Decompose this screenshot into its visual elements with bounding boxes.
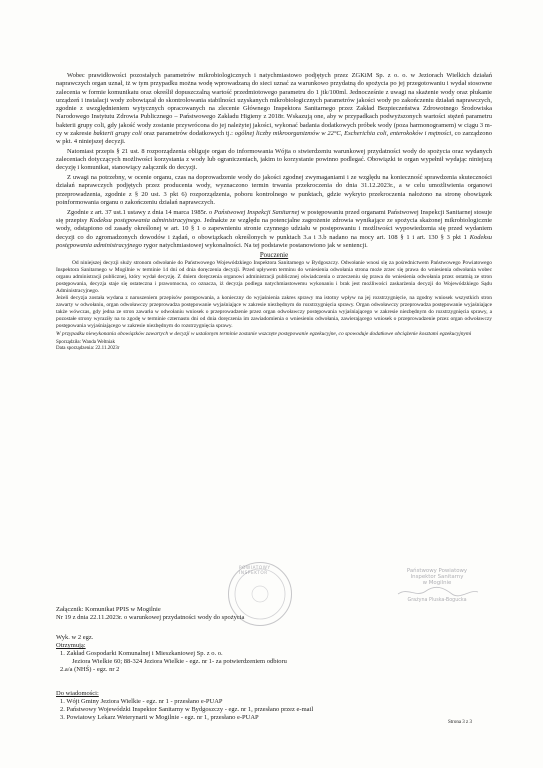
- stamp-line-1: Państwowy Powiatowy: [406, 568, 468, 574]
- recipient-2: 2.a/a (NHŚ) - egz. nr 2: [60, 666, 120, 673]
- notice-item: 1. Wójt Gminy Jeziora Wielkie - egz. nr 1 - przesłano e-PUAP: [60, 698, 223, 705]
- p1-italic-2: ogólnej liczby mikroorganizmów w 22°C, Escherichia coli, enterokoków i mętności,: [234, 129, 453, 137]
- recipients-heading: Otrzymują:: [56, 642, 86, 649]
- paragraph-1: [56, 72, 492, 146]
- notice-item: 2. Państwowy Wojewódzki Inspektor Sanitarny w Bydgoszczy - egz. nr 1, przesłano przez e-mail: [60, 706, 314, 713]
- stamp-line-3: w Mogilnie: [422, 580, 452, 586]
- p4-italic-1: Państwowej Inspekcji Sanitarnej: [214, 208, 300, 216]
- prepared-by: Sporządziła: Wanda Weltniak: [56, 339, 115, 345]
- notice-item: 3. Powiatowy Lekarz Weterynarii w Mogilnie - egz. nr 1, przesłano e-PUAP: [60, 714, 259, 721]
- p4-italic-2: Kodeksu postępowania administracyjnego.: [89, 217, 202, 225]
- instruction-enforcement-note: W przypadku niewykonania obowiązków zawartych w decyzji w ustalonym terminie zostanie wszczęte postępowanie egzekucyjne, co spowoduje dodatkowe obciążenie kosztami egzekucyjnymi: [56, 330, 472, 337]
- signature-icon: [392, 586, 482, 598]
- p1-text: Wobec prawidłowości pozostałych parametrów mikrobiologicznych i natychmiastowo podjętych przez ZGKiM Sp. z o. o. w Jeziorach Wielkich działań naprawczych organ uznał, iż w tym przypadku można wodę wprowadzaną do sieci uznać za warunkowo przydatną do spożycia po jej przegotowaniu i wydał stosowne zalecenia w formie komunikatu oraz określił dopuszczalną wartość przedmiotowego parametru do 1 jtk/100ml. Jednocześnie z uwagi na skażenie wody oraz płukanie urządzeń i instalacji wody zobowiązał do skontrolowania stabilności uzyskanych mikrobiologicznych parametrów jakości wody po zakończeniu działań naprawczych, zgodnie z uwzględnieniem wytycznych opracowanych na zlecenie Głównego Inspektora Sanitarnego przez Zakład Bezpieczeństwa Zdrowotnego Środowiska Narodowego Instytutu Zdrowia Publicznego – Państwowego Zakładu Higieny z 2018r. Wskazują one, aby w przypadkach podwyższonych wartości stężeń parametru bakterii grupy coli, gdy jakość wody zostanie przywrócona do jej należytej jakości, wykonać badania dodatkowych próbek wody (poza harmonogramem) w ciągu 3 m-cy w zakresie: [56, 72, 492, 137]
- page-number: Strona 3 z 3: [448, 720, 473, 725]
- signature-stamp: [382, 568, 492, 603]
- notice-block: [56, 690, 476, 722]
- attachment-block: [56, 606, 356, 622]
- instruction-heading: Pouczenie: [259, 252, 289, 260]
- date-prepared: Data sporządzenia: 22.11.2023r: [56, 345, 120, 351]
- recipient-1a: 1. Zakład Gospodarki Komunalnej i Mieszkaniowej Sp. z o. o.: [60, 650, 223, 657]
- p4-d: rygor natychmiastowej wykonalności. Na tej podstawie postanowiono jak w sentencji.: [143, 241, 368, 249]
- recipient-1b: Jeziora Wielkie 60; 88-324 Jeziora Wielkie - egz. nr 1- za potwierdzeniem odbioru: [72, 658, 287, 665]
- instruction-text-1: Od niniejszej decyzji służy stronom odwołanie do Państwowego Wojewódzkiego Inspektora Sanitarnego w Bydgoszczy. Odwołanie wnosi się za pośrednictwem Państwowego Powiatowego Inspektora Sanitarnego w Mogilnie w terminie 14 dni od dnia doręczenia decyzji. Przed upływem terminu do wniesienia odwołania strona może zrzec się prawa do wniesienia odwołania wobec organu administracji publicznej, który wydał decyzję. Z dniem doręczenia organowi administracji publicznej oświadczenia o zrzeczeniu się prawa do wniesienia odwołania przez ostatnią ze stron postępowania, decyzja staje się ostateczna i prawomocna, co oznacza, iż decyzja podlega natychmiastowemu wykonaniu i brak jest możliwości zaskarżenia decyzji do Wojewódzkiego Sądu Administracyjnego.: [56, 260, 492, 295]
- notice-heading: Do wiadomości:: [56, 690, 99, 697]
- attachment-line-2: Nr 19 z dnia 22.11.2023r. o warunkowej przydatności wody do spożycia: [56, 614, 245, 621]
- p4-c: Jednakże ze względu na potencjalne zagrożenie zdrowia wynikające ze spożycia skażonej mikrobiologicznie wody, odstąpiono od zasady określonej w art. 10 § 1 o zapewnieniu stronie czynnego udziału w postępowaniu i możliwości wypowiedzenia się przed wydaniem decyzji co do zgromadzonych dowodów i żądań, o obowiązkach określonych w punktach 3.a i 3.b nadano na mocy art. 108 § 1 i art. 130 § 3 pkt 1: [56, 217, 492, 241]
- paragraph-3: Z uwagi na potrzebny, w ocenie organu, czas na doprowadzenie wody do jakości zgodnej zwymaganiami i ze względu na konieczność sprawdzenia skuteczności działań naprawczych podjętych przez producenta wody, wyznaczono termin trwania przekroczenia do dnia 31.12.2023r., a w celu umożliwienia organowi przeprowadzenia, zgodnie z § 20 ust. 3 pkt 6) rozporządzenia, poboru kontrolnego w punktach, gdzie wykryto przekroczenia nałożono na stronę obowiązek poinformowania organu o zakończeniu działań naprawczych.: [56, 174, 492, 206]
- attachment-line-1: Załącznik: Komunikat PPIS w Mogilnie: [56, 606, 161, 613]
- justification-section: [56, 72, 492, 352]
- p4-a: Zgodnie z art. 37 ust.1 ustawy z dnia 14 marca 1985r. o: [67, 208, 213, 216]
- p4-b: w postępowaniu przed organami Państwowej Inspekcji Sanitarnej stosuje się przepisy: [56, 208, 493, 225]
- stamp-left-text: POWIATOWY INSPEKTOR: [239, 565, 271, 575]
- p1-mid: oraz parametrów dodatkowych tj.:: [143, 129, 233, 137]
- copies-count: Wyk. w 2 egz.: [56, 634, 94, 641]
- instruction-text-2: Jeżeli decyzja została wydana z naruszeniem przepisów postępowania, a konieczny do wyjaśnienia zakres sprawy ma istotny wpływ na jej rozstrzygnięcie, na zgodny wniosek wszystkich stron zawarty w odwołaniu, organ odwoławczy przeprowadza postępowanie wyjaśniające w zakresie niezbędnym do rozstrzygnięcia sprawy. Organ odwoławczy przeprowadza postępowanie wyjaśniające także wówczas, gdy jedna ze stron zawarła w odwołaniu wniosek o przeprowadzenie przez organ odwoławczy postępowania wyjaśniającego w zakresie niezbędnym do rozstrzygnięcia sprawy, a pozostałe strony wyraziły na to zgodę w terminie czternastu dni od dnia doręczenia im zawiadomienia o wniesieniu odwołania, zawierającego wniosek o przeprowadzenie przez organ odwoławczy postępowania wyjaśniającego w zakresie niezbędnym do rozstrzygnięcia sprawy.: [56, 295, 492, 330]
- stamp-line-4: Grażyna Pluska-Bogucka: [407, 598, 467, 603]
- paragraph-2: Natomiast przepis § 21 ust. 8 rozporządzenia obliguje organ do informowania Wójta o stwierdzeniu warunkowej przydatności wody do spożycia oraz wydanych zaleceniach dotyczących możliwości korzystania z wody lub ograniczeniach, jakim to korzystanie powinno podlegać. Obowiązki te organ wypełnił wydając niniejszą decyzję i komunikat, stanowiący załącznik do decyzji.: [56, 147, 492, 172]
- p4-italic-3: Kodeksu postępowania administracyjnego: [56, 233, 493, 249]
- copies-block: [56, 634, 396, 674]
- p1-end: co zarządzono w pkt. 4 niniejszej decyzji.: [56, 129, 492, 145]
- stamp-line-2: Inspektor Sanitarny: [410, 574, 464, 580]
- p1-italic-1: bakterii grupy coli: [93, 129, 142, 137]
- paragraph-4: [56, 209, 492, 250]
